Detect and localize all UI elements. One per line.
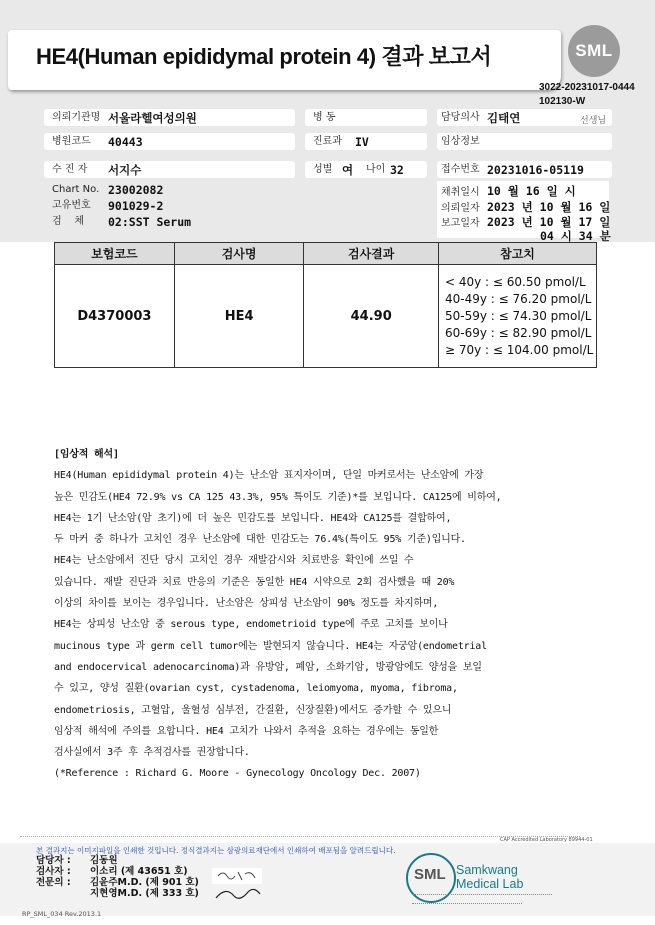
interpretation-line: HE4(Human epididymal protein 4)는 난소암 표지자이며, 단일 마커로서는 난소암에 가장	[54, 470, 484, 482]
patient-value: 서지수	[108, 163, 142, 177]
specimen-value: 02:SST Serum	[108, 215, 192, 229]
unique-no-value: 901029-2	[108, 199, 164, 213]
interpretation-line: and endocervical adenocarcinoma)과 유방암, 폐암, 소화기암, 방광암에도 양성을 보일	[54, 661, 482, 673]
form-code: RP_SML_034 Rev.2013.1	[22, 910, 102, 918]
clinical-label: 임상정보	[441, 136, 480, 147]
cell-code: D4370003	[55, 265, 175, 368]
specialist-2-value: 지현영M.D. (제 333 호)	[90, 888, 199, 899]
col-header-result: 검사결과	[304, 243, 439, 265]
doctor-value: 김태연	[487, 111, 521, 125]
interpretation-line: (*Reference : Richard G. Moore - Gynecology Oncology Dec. 2007)	[54, 768, 421, 780]
reference-line: ≥ 70y : ≤ 104.00 pmol/L	[445, 342, 594, 357]
report-number-suffix: 102130-W	[539, 96, 586, 107]
sml-logo	[568, 25, 620, 77]
hospital-code-value: 40443	[108, 135, 143, 149]
footer-divider	[20, 836, 580, 837]
sex-value: 여	[342, 163, 354, 177]
manager-label: 담당자 :	[36, 855, 71, 866]
interpretation-line: 높은 민감도(HE4 72.9% vs CA 125 43.3%, 95% 특이도 기준)*를 보입니다. CA125에 비하여,	[54, 491, 502, 503]
ward-label: 병 동	[313, 112, 336, 123]
reference-line: 60-69y : ≤ 82.90 pmol/L	[445, 325, 592, 340]
unique-no-label: 고유번호	[52, 200, 91, 211]
report-number: 3022-20231017-0444	[539, 82, 635, 93]
patient-label: 수 진 자	[52, 164, 88, 175]
cap-note: CAP Accredited Laboratory 89944-01	[500, 837, 593, 843]
lab-logo-text: SML	[414, 866, 446, 883]
report-title: HE4(Human epididymal protein 4) 결과 보고서	[36, 44, 492, 69]
chart-no-label: Chart No.	[52, 184, 100, 195]
tester-label: 검사자 :	[36, 866, 71, 877]
interpretation-line: 수 있고, 양성 질환(ovarian cyst, cystadenoma, leiomyoma, myoma, fibroma,	[54, 683, 458, 695]
dept-label: 진료과	[313, 136, 342, 147]
interpretation-line: HE4는 1기 난소암(암 초기)에 더 높은 민감도를 보입니다. HE4와 CA125를 결합하여,	[54, 512, 452, 524]
doctor-label: 담당의사	[441, 112, 480, 123]
lab-contact-line	[412, 903, 522, 907]
chart-no-value: 23002082	[108, 183, 164, 197]
report-date-value: 2023 년 10 월 17 일	[487, 215, 611, 229]
receipt-label: 접수번호	[441, 164, 480, 175]
interpretation-line: 있습니다. 재발 진단과 치료 반응의 기준은 동일한 HE4 시약으로 2회 검사했을 때 20%	[54, 576, 455, 588]
interpretation-line: 검사실에서 3주 후 추적검사를 권장합니다.	[54, 747, 250, 759]
result-table-header	[55, 243, 597, 265]
sex-label: 성별	[313, 164, 333, 175]
specimen-label: 검 체	[52, 216, 85, 227]
interpretation-line: 이상의 차이를 보이는 경우입니다. 난소암은 상피성 난소암이 90% 정도를 차지하며,	[54, 598, 439, 610]
hospital-code-label: 병원코드	[52, 136, 91, 147]
col-header-test: 검사명	[174, 243, 304, 265]
result-table	[54, 242, 597, 368]
doctor-suffix: 선생님	[580, 116, 607, 126]
interpretation-line: HE4는 난소암에서 진단 당시 고치인 경우 재발감시와 치료반응 확인에 쓰일 수	[54, 555, 414, 567]
specialist-1-value: 김윤주M.D. (제 901 호)	[90, 877, 199, 888]
receipt-value: 20231016-05119	[487, 163, 584, 177]
institution-label: 의뢰기관명	[52, 112, 101, 123]
institution-value: 서울라헬여성의원	[108, 111, 197, 125]
reference-line: 40-49y : ≤ 76.20 pmol/L	[445, 291, 592, 306]
request-label: 의뢰일자	[441, 203, 480, 214]
image-copy-note: 본 결과지는 이미지파일을 인쇄한 것입니다. 정식결과지는 삼광의료재단에서 인쇄하여 배포됨을 알려드립니다.	[36, 846, 396, 855]
cell-test: HE4	[174, 265, 304, 368]
col-header-reference: 참고치	[439, 243, 597, 265]
clinical-interpretation	[54, 444, 614, 785]
interpretation-line: 두 마커 중 하나가 고치인 경우 난소암에 대한 민감도는 76.4%(특이도 95% 기준)입니다.	[54, 534, 466, 546]
request-value: 2023 년 10 월 16 일	[487, 200, 611, 214]
lab-address-line	[412, 894, 552, 898]
interpretation-line: 임상적 해석에 주의를 요합니다. HE4 고치가 나와서 추적을 요하는 경우에는 동일한	[54, 725, 439, 737]
age-label: 나이	[366, 164, 386, 175]
specialist-label: 전문의 :	[36, 877, 71, 888]
cell-reference	[439, 265, 597, 368]
col-header-code: 보험코드	[55, 243, 175, 265]
interpretation-line: mucinous type 과 germ cell tumor에는 발현되지 않습니다. HE4는 자궁암(endometrial	[54, 640, 487, 652]
dept-value: IV	[355, 135, 369, 149]
interpretation-line: endometriosis, 고혈압, 울혈성 심부전, 간질환, 신장질환)에서도 증가할 수 있으니	[54, 704, 452, 716]
tester-value: 이소리 (제 43651 호)	[90, 866, 188, 877]
cell-result: 44.90	[304, 265, 439, 368]
table-row	[55, 265, 597, 368]
interpretation-line: HE4는 상피성 난소암 중 serous type, endometrioid type에 주로 고치를 보이나	[54, 619, 448, 631]
age-value: 32	[390, 163, 404, 177]
manager-value: 김동원	[90, 855, 118, 866]
signature-image	[210, 866, 266, 906]
report-time-value: 04 시 34 분	[540, 229, 611, 243]
collect-label: 채취일시	[441, 187, 480, 198]
lab-name-line1: Samkwang	[456, 863, 518, 877]
collect-value: 10 월 16 일 시	[487, 184, 576, 198]
sml-logo-text: SML	[575, 41, 613, 60]
report-date-label: 보고일자	[441, 218, 480, 229]
reference-line: 50-59y : ≤ 74.30 pmol/L	[445, 308, 592, 323]
interpretation-heading: [임상적 해석]	[54, 449, 119, 460]
lab-name-line2: Medical Lab	[456, 877, 524, 891]
reference-line: < 40y : ≤ 60.50 pmol/L	[445, 274, 586, 289]
